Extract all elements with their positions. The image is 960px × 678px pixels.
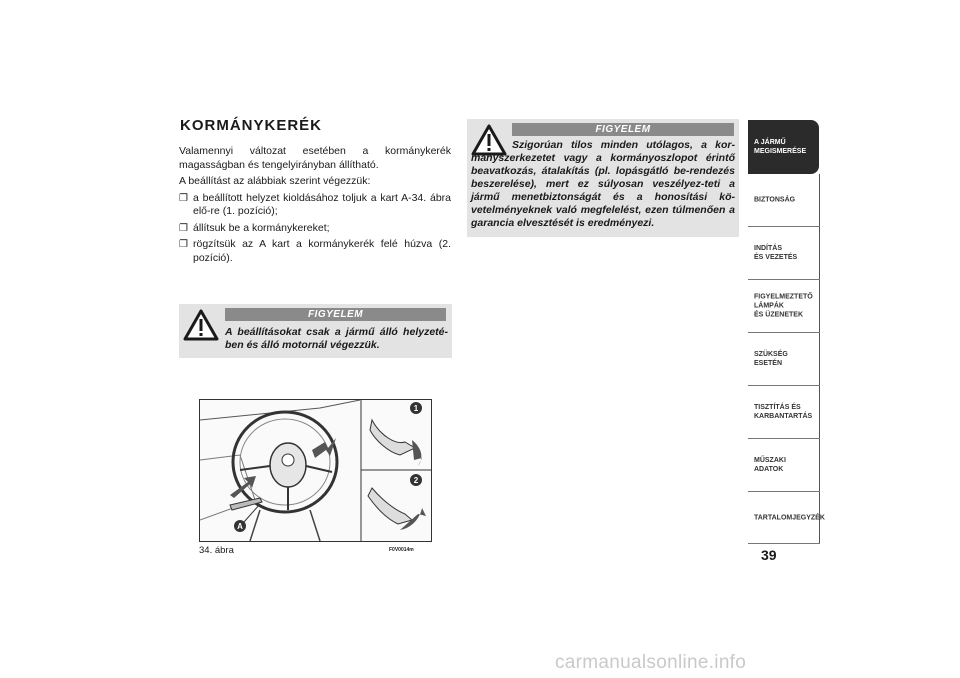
- sidebar-tab-label: MŰSZAKI ADATOK: [754, 457, 786, 473]
- page-number: 39: [761, 547, 777, 563]
- watermark: carmanualsonline.info: [555, 652, 747, 673]
- step-item: [179, 192, 451, 219]
- sidebar-tab-technical[interactable]: [748, 439, 820, 491]
- figure-code: F0V0014m: [389, 547, 414, 553]
- step-text: rögzítsük az A kart a kormánykerék felé húzva (2. pozíció).: [193, 238, 451, 264]
- warning-text: Szigorúan tilos minden utólagos, a kor-mányszerkezetet vagy a kormányoszlopot érintő beavatkozás, átalakítás (pl. lopásgátló be-rendezés beszerelése), mert ez súlyosan veszélyez-teti a jármű menetbiztonságát és a honosítási kö-vetelményeknek való megfelelést, ezen túlmenően a garancia elvesztését is eredményezi.: [471, 139, 735, 229]
- sidebar-tab-label: A JÁRMŰ MEGISMERÉSE: [754, 139, 807, 155]
- intro-instruction: A beállítást az alábbiak szerint végezzük:: [179, 175, 371, 187]
- sidebar-tab-label: FIGYELMEZTETŐ LÁMPÁK ÉS ÜZENETEK: [754, 293, 813, 319]
- steering-wheel-illustration: [200, 400, 431, 541]
- sidebar-tab-label: INDÍTÁS ÉS VEZETÉS: [754, 245, 798, 261]
- intro-paragraph: Valamennyi változat esetében a kormánykerék magasságban és tengelyirányban állítható.: [179, 145, 451, 171]
- steering-adjustment-figure: [199, 399, 432, 542]
- sidebar-tab-index[interactable]: [748, 492, 825, 543]
- callout-1-label: 1: [413, 404, 419, 413]
- callout-2-label: 2: [413, 476, 419, 485]
- checkbox-bullet-icon: ❐: [179, 239, 188, 250]
- sidebar-tab-vehicle[interactable]: [748, 120, 819, 174]
- step-item: [179, 238, 451, 265]
- section-title: KORMÁNYKERÉK: [180, 117, 323, 134]
- section-body: [179, 145, 451, 268]
- sidebar-tab-label: BIZTONSÁG: [754, 196, 796, 204]
- sidebar-tab-starting[interactable]: [748, 227, 820, 279]
- step-text: a beállított helyzet kioldásához toljuk a kart A-34. ábra elő-re (1. pozíció);: [193, 191, 451, 217]
- step-text: állítsuk be a kormánykereket;: [193, 221, 330, 234]
- checkbox-bullet-icon: ❐: [179, 222, 188, 234]
- sidebar-tab-label: SZÜKSÉG ESETÉN: [754, 351, 788, 367]
- sidebar-tab-label: TISZTÍTÁS ÉS KARBANTARTÁS: [754, 404, 813, 420]
- sidebar-tab-safety[interactable]: [748, 174, 820, 226]
- checkbox-bullet-icon: ❐: [179, 192, 188, 204]
- figure-caption: 34. ábra: [199, 545, 234, 556]
- callout-a-label: A: [237, 522, 243, 531]
- step-item: [179, 222, 451, 236]
- warning-box-left: [179, 304, 452, 358]
- sidebar-tab-warnings[interactable]: [748, 280, 820, 332]
- sidebar-tab-emergency[interactable]: [748, 333, 820, 385]
- tab-divider: [748, 543, 820, 544]
- warning-triangle-icon: [183, 309, 219, 341]
- warning-box-right: [467, 119, 739, 237]
- warning-text: A beállításokat csak a jármű álló helyzeté-ben és álló motornál végezzük.: [225, 326, 448, 351]
- sidebar-tab-label: TARTALOMJEGYZÉK: [754, 514, 825, 521]
- sidebar-tab-maintenance[interactable]: [748, 386, 820, 438]
- warning-label: FIGYELEM: [225, 308, 446, 321]
- warning-label: FIGYELEM: [512, 123, 734, 136]
